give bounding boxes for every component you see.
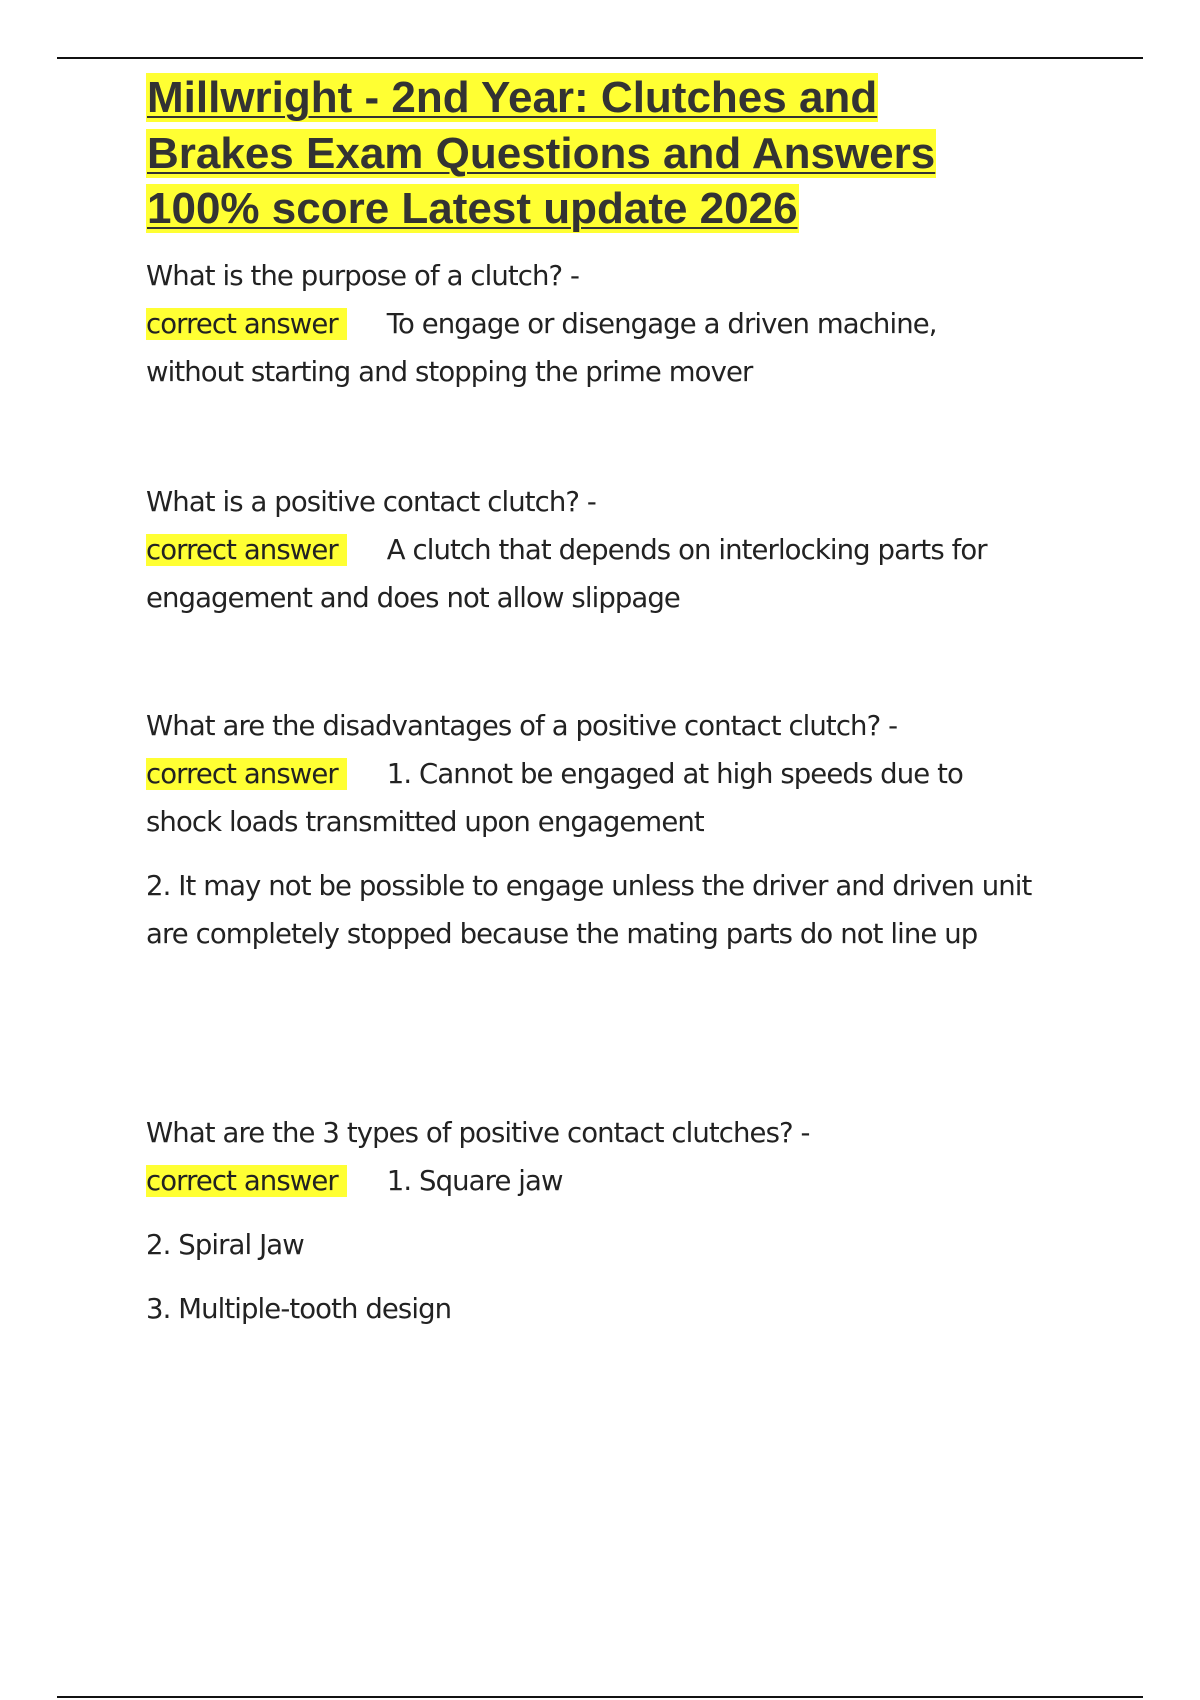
answer-paragraph: 2. Spiral Jaw [146, 1229, 304, 1261]
document-page [146, 70, 1106, 1325]
answer-text: without starting and stopping the prime mover [146, 356, 753, 388]
answer-text: 2. It may not be possible to engage unless the driver and driven unit [146, 870, 1032, 902]
correct-answer-label: correct answer [146, 758, 347, 790]
answer-line [146, 300, 937, 348]
question-text: What is a positive contact clutch? - [146, 486, 596, 518]
qa-item [146, 1109, 810, 1333]
question-text: What are the 3 types of positive contact clutches? - [146, 1117, 810, 1149]
answer-text: A clutch that depends on interlocking parts for [386, 534, 987, 566]
qa-item [146, 252, 937, 396]
answer-line [146, 750, 1031, 798]
correct-answer-label: correct answer [146, 1165, 347, 1197]
answer-text: are completely stopped because the mating parts do not line up [146, 918, 978, 950]
question-text: What is the purpose of a clutch? - [146, 260, 580, 292]
question-text: What are the disadvantages of a positive contact clutch? - [146, 710, 898, 742]
qa-item [146, 702, 1031, 958]
title-line: Brakes Exam Questions and Answers [147, 128, 936, 178]
document-title [146, 70, 1106, 237]
answer-paragraph [146, 862, 1031, 958]
title-line: 100% score Latest update 2026 [147, 184, 798, 233]
correct-answer-label: correct answer [146, 534, 347, 566]
qa-item [146, 478, 987, 622]
answer-text: 1. Square jaw [386, 1165, 563, 1197]
bottom-rule [57, 1696, 1143, 1698]
answer-text: engagement and does not allow slippage [146, 582, 680, 614]
top-rule [57, 57, 1143, 59]
answer-text: shock loads transmitted upon engagement [146, 806, 704, 838]
correct-answer-label: correct answer [146, 308, 347, 340]
title-line: Millwright - 2nd Year: Clutches and [147, 73, 878, 122]
answer-line [146, 526, 987, 574]
answer-text: To engage or disengage a driven machine, [386, 308, 937, 340]
answer-paragraph: 3. Multiple-tooth design [146, 1293, 452, 1325]
answer-text: 1. Cannot be engaged at high speeds due to [386, 758, 963, 790]
answer-line [146, 1157, 810, 1205]
